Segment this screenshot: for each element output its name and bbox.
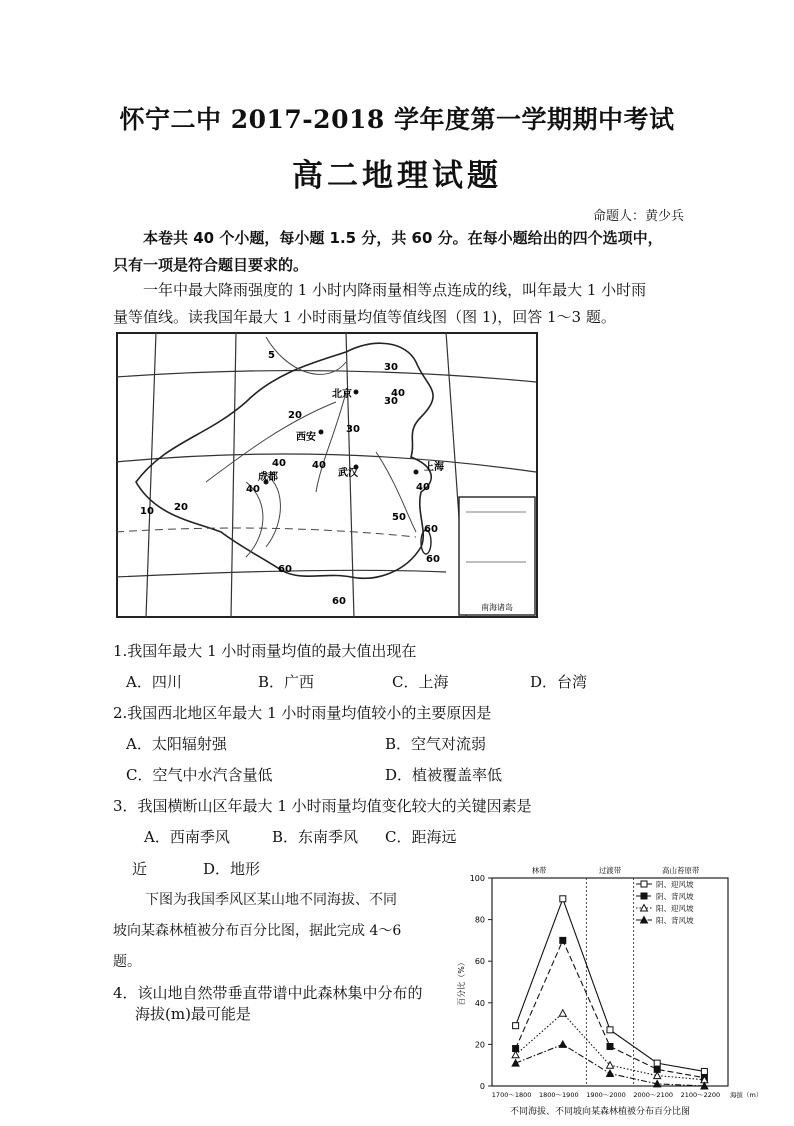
question-2-option-a: A．太阳辐射强 (126, 735, 227, 753)
contour-value: 60 (332, 596, 346, 607)
city-dot (319, 430, 324, 435)
x-tick-label: 1700～1800 (491, 1091, 532, 1099)
exam-subtitle: 高二地理试题 (292, 158, 502, 194)
contour-value: 40 (416, 482, 430, 493)
city-dot (414, 470, 419, 475)
instructions (113, 225, 673, 279)
forest-distribution-chart (452, 862, 763, 1122)
instructions-line-1: 本卷共 40 个小题，每小题 1.5 分，共 60 分。在每小题给出的四个选项中， (143, 229, 663, 247)
question-2-option-c: C．空气中水汽含量低 (126, 766, 273, 784)
legend-label: 阴、背风坡 (656, 892, 694, 901)
contour-value: 30 (384, 362, 398, 373)
contour-value: 40 (312, 460, 326, 471)
contour-value: 60 (424, 524, 438, 535)
question-3-option-c: C．距海远 (385, 828, 457, 846)
question-4 (113, 983, 423, 1025)
question-2-stem: 2.我国西北地区年最大 1 小时雨量均值较小的主要原因是 (113, 704, 492, 722)
author-line: 命题人：黄少兵 (592, 209, 684, 224)
zone-label: 林带 (531, 866, 547, 875)
x-tick-label: 1900～2000 (586, 1091, 626, 1099)
data-point (607, 1043, 613, 1049)
contour-value: 40 (272, 458, 286, 469)
data-point (513, 1023, 519, 1029)
legend-label: 阴、迎风坡 (656, 880, 694, 889)
y-tick-label: 100 (469, 874, 485, 883)
city-label: 上海 (424, 462, 444, 473)
city-label: 西安 (296, 432, 316, 443)
question-1-stem: 1.我国年最大 1 小时雨量均值的最大值出现在 (113, 642, 417, 660)
passage-1-line-2: 量等值线。读我国年最大 1 小时雨量均值等值线图（图 1)，回答 1～3 题。 (113, 308, 616, 326)
passage-1-line-1: 一年中最大降雨强度的 1 小时内降雨量相等点连成的线，叫年最大 1 小时雨 (143, 281, 647, 299)
y-tick-label: 20 (474, 1040, 485, 1050)
city-label: 成都 (258, 472, 278, 483)
question-2-option-b: B．空气对流弱 (385, 735, 487, 753)
contour-value: 60 (278, 564, 292, 575)
legend-label: 阳、迎风坡 (656, 904, 694, 913)
inset-label: 南海诸岛 (481, 603, 513, 612)
data-point (641, 881, 647, 887)
y-tick-label: 0 (479, 1082, 485, 1091)
data-point (654, 1060, 660, 1066)
question-3-option-d: D．地形 (203, 860, 261, 878)
passage-2-line-3: 题。 (113, 954, 141, 970)
legend-label: 阳、背风坡 (656, 916, 694, 925)
city-label: 北京 (332, 389, 352, 400)
passage-2-line-1: 下图为我国季风区某山地不同海拔、不同 (145, 892, 397, 908)
y-axis-label: 百分比（%） (457, 958, 466, 1006)
contour-value: 30 (346, 424, 360, 435)
data-point (641, 893, 647, 899)
question-3-option-c-wrap: 近 (132, 860, 148, 878)
exam-title: 怀宁二中 2017-2018 学年度第一学期期中考试 (119, 105, 675, 134)
rainfall-map (116, 332, 538, 618)
question-1-option-b: B．广西 (258, 673, 315, 691)
contour-value: 5 (268, 350, 275, 361)
data-point (559, 1010, 566, 1017)
chart-caption: 不同海拔、不同坡向某森林植被分布百分比图 (509, 1107, 691, 1117)
data-point (512, 1060, 519, 1067)
x-axis-label: 海拔（m） (730, 1091, 763, 1099)
passage-2 (113, 885, 448, 978)
question-3-stem: 3．我国横断山区年最大 1 小时雨量均值变化较大的关键因素是 (113, 797, 532, 815)
contour-value: 50 (392, 512, 406, 523)
city-label: 武汉 (338, 468, 358, 479)
series-line (516, 940, 705, 1077)
contour-value: 10 (140, 506, 154, 517)
data-point (701, 1068, 707, 1074)
passage-2-line-2: 坡向某森林植被分布百分比图，据此完成 4～6 (113, 923, 402, 939)
inset-frame (459, 497, 535, 615)
passage-1 (113, 277, 673, 331)
y-tick-label: 40 (474, 998, 485, 1008)
instructions-line-2: 只有一项是符合题目要求的。 (113, 256, 309, 274)
question-3-option-a: A．西南季风 (144, 828, 230, 846)
y-tick-label: 80 (474, 915, 485, 925)
zone-label: 高山苔原带 (662, 866, 700, 875)
question-1-option-a: A．四川 (126, 673, 182, 691)
data-point (607, 1070, 614, 1077)
x-tick-label: 2000～2100 (633, 1091, 673, 1099)
zone-label: 过渡带 (598, 866, 622, 875)
data-point (641, 905, 648, 912)
question-3-option-b: B．东南季风 (272, 828, 359, 846)
data-point (560, 896, 566, 902)
forest-chart-svg (452, 862, 763, 1122)
contour-value: 20 (288, 410, 302, 421)
data-point (607, 1027, 613, 1033)
data-point (560, 937, 566, 943)
x-tick-label: 2100～2200 (680, 1091, 721, 1099)
city-dot (354, 390, 359, 395)
question-1-option-c: C．上海 (392, 673, 449, 691)
question-4-stem-line-2: 海拔(m)最可能是 (135, 1005, 251, 1023)
contour-value: 30 (384, 396, 398, 407)
x-tick-label: 1800～1900 (539, 1091, 579, 1099)
contour-value: 60 (426, 554, 440, 565)
contour-value: 20 (174, 502, 188, 513)
contour-value: 40 (391, 388, 405, 399)
rainfall-map-svg (116, 332, 538, 618)
question-1-option-d: D．台湾 (530, 673, 588, 691)
contour-value: 40 (246, 484, 260, 495)
y-tick-label: 60 (474, 957, 485, 967)
data-point (559, 1041, 566, 1048)
question-4-stem: 4．该山地自然带垂直带谱中此森林集中分布的 (113, 984, 423, 1002)
question-2-option-d: D．植被覆盖率低 (385, 766, 503, 784)
